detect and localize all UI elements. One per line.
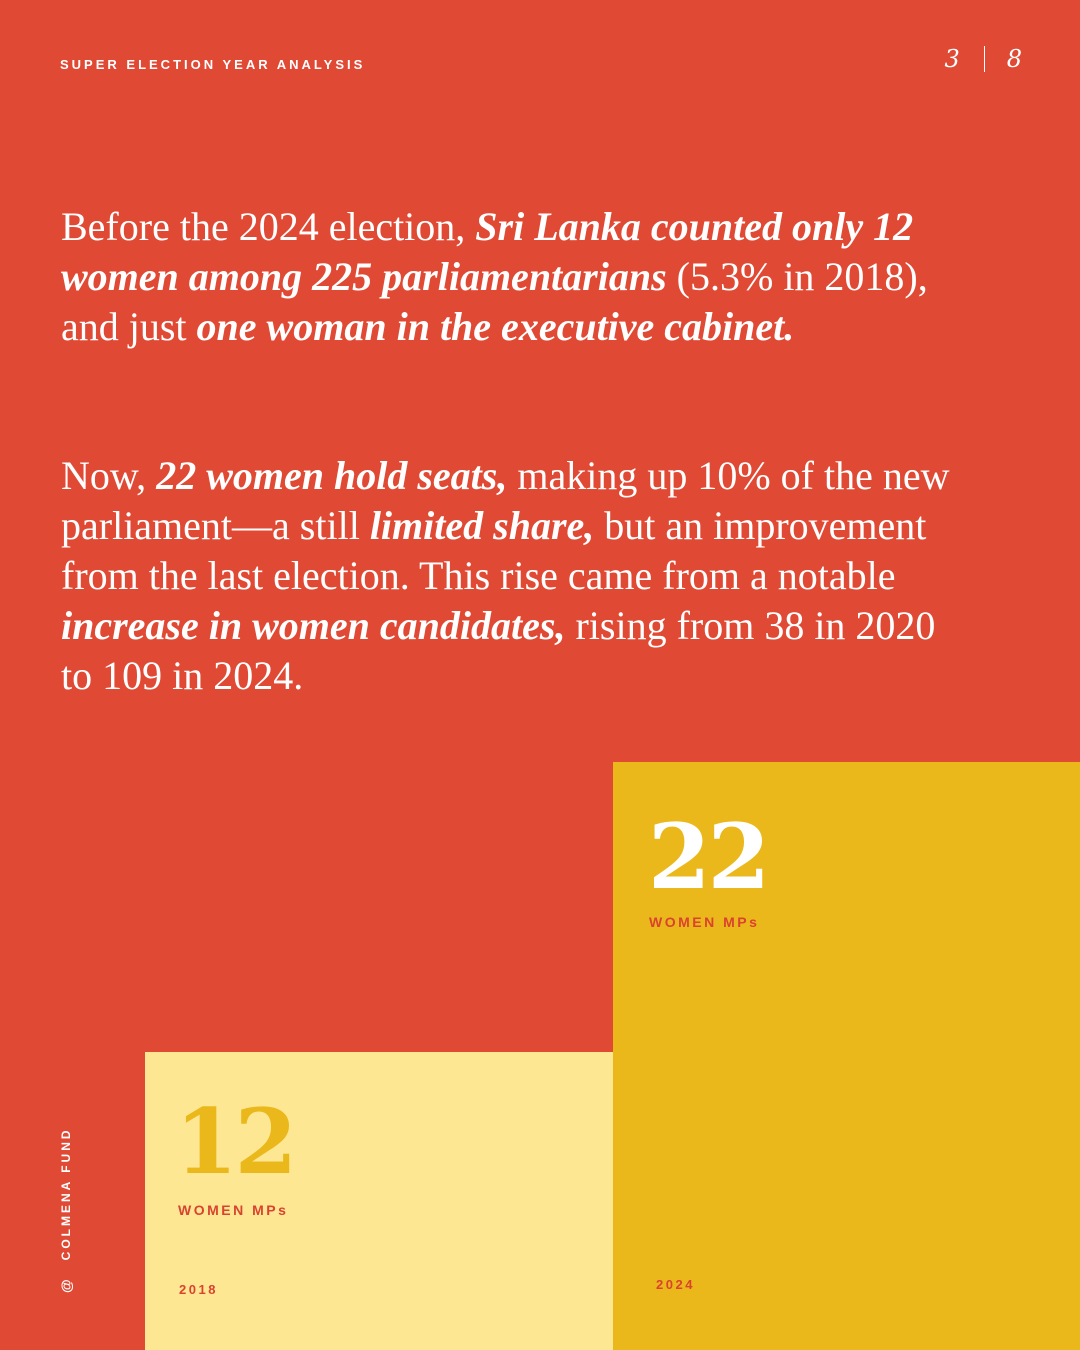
update-text-4: rising from 38 in 2020 to 109 in 2024. (61, 603, 936, 698)
update-emphasis-1: 22 women hold seats, (156, 453, 508, 498)
page-current: 3 (944, 45, 960, 73)
intro-paragraph (61, 202, 961, 352)
at-symbol: @ (58, 1276, 74, 1293)
credit-name: COLMENA FUND (59, 1127, 73, 1261)
update-emphasis-2: limited share, (369, 503, 595, 548)
intro-text-1: Before the 2024 election, (61, 204, 476, 249)
series-title: SUPER ELECTION YEAR ANALYSIS (60, 57, 366, 72)
bar-2024 (613, 762, 1080, 1350)
update-text-3: but an improvement from the last election. This rise came from a notable (61, 503, 927, 598)
update-text-1: Now, (61, 453, 157, 498)
intro-text-2: (5.3% in 2018), and just (61, 254, 928, 349)
bar-value-2018: 12 (175, 1089, 295, 1195)
bar-series-label-2024: WOMEN MPs (649, 914, 760, 930)
update-paragraph (61, 451, 961, 701)
bar-2018 (145, 1052, 613, 1350)
bar-series-label-2018: WOMEN MPs (178, 1202, 289, 1218)
page-total: 8 (1006, 45, 1022, 73)
bar-category-2018: 2018 (179, 1282, 218, 1297)
update-text-2: making up 10% of the new parliament—a still (61, 453, 950, 548)
bar-value-2024: 22 (648, 804, 768, 910)
page-indicator (944, 45, 1022, 73)
update-emphasis-3: increase in women candidates, (61, 603, 566, 648)
intro-emphasis-1: Sri Lanka counted only 12 women among 225 parliamentarians (61, 204, 914, 299)
intro-emphasis-2: one woman in the executive cabinet. (196, 304, 795, 349)
bar-category-2024: 2024 (656, 1277, 695, 1292)
side-credit (58, 1127, 74, 1293)
page-divider (984, 46, 985, 72)
